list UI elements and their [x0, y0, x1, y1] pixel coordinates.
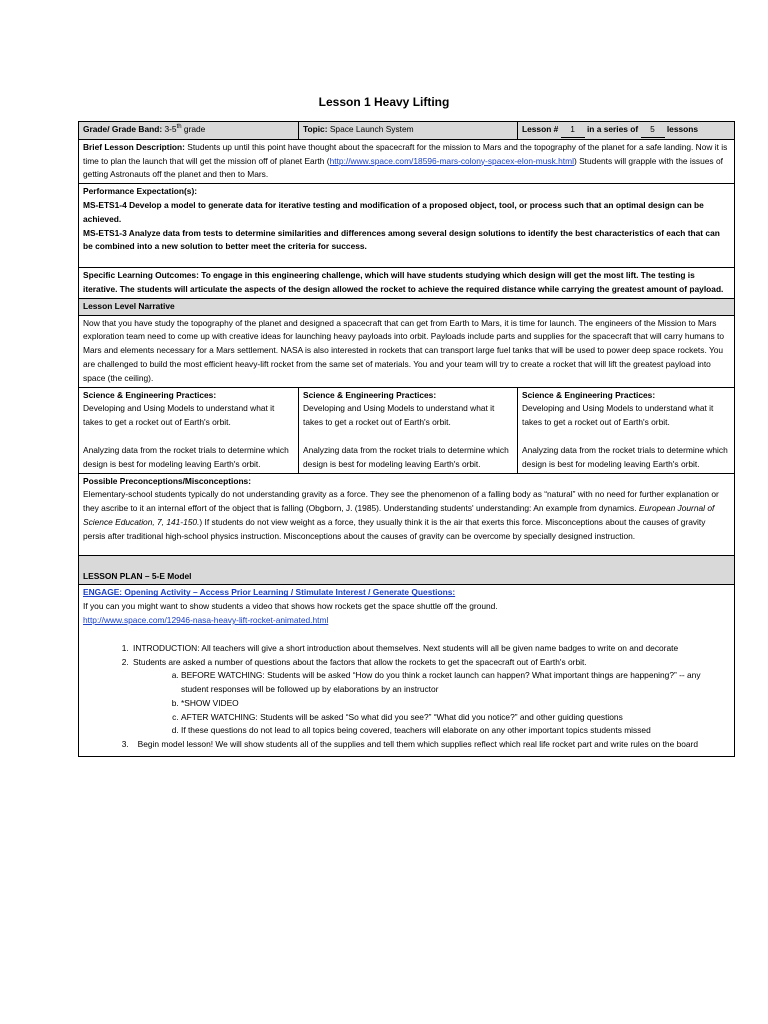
lesson-number-cell: Lesson # 1 in a series of 5 lessons [518, 122, 735, 140]
practices-cell-2: Science & Engineering Practices: Developing and Using Models to understand what it takes to get a rocket out of Earth's orbit. Analyzing data from the rocket trials to determine which design is best for modeling leaving Earth's orbit. [299, 387, 518, 473]
citation: European Journal of Science Education, 7, 141-150. [83, 503, 715, 527]
performance-expectations-row [79, 184, 735, 268]
narrative-row: Now that you have study the topography of the planet and designed a spacecraft that can get from Earth to Mars, it is time for launch. The engineers of the Mission to Mars exploration team need to come up with creative ideas for launching heavy payloads into orbit. Payloads include parts and supplies for the spacecraft that will carry humans to Mars and elements necessary for a Mars settlement. NASA is also interested in rockets that can transport large fuel tanks that will be used to power deep space rockets. You are challenged to build the most efficient heavy-lift rocket from the same set of materials. You and your team will try to create a rocket that will lift the greatest payload into space (the ceiling). [79, 315, 735, 387]
header-row [79, 122, 735, 140]
lesson-plan-row [79, 585, 735, 757]
performance-label: Performance Expectation(s): [83, 186, 198, 197]
practices-cell-3: Science & Engineering Practices: Developing and Using Models to understand what it takes to get a rocket out of Earth's orbit. Analyzing data from the rocket trials to determine which design is best for modeling leaving Earth's orbit. [518, 387, 735, 473]
list-item: 3. Begin model lesson! We will show students all of the supplies and tell them which supplies reflect which real life rocket part and write rules on the board [131, 738, 730, 752]
list-item: d. If these questions do not lead to all topics being covered, teachers will elaborate on any other important topics students missed [181, 724, 730, 738]
engage-steps [83, 642, 730, 752]
question-substeps [133, 669, 730, 738]
preconceptions-row: Possible Preconceptions/Misconceptions: Elementary-school students typically do not understanding gravity as a force. They see the phenomenon of a falling body as “natural” with no need for further explanation or they ascribe to it an internal effort of the object that is falling (Obgborn, J. (1985). Understanding students' understanding: An example from dynamics. European Journal of Science Education, 7, 141-150.) If students do not view weight as a force, they usually think it is the air that exerts this force. Misconceptions about the causes of gravity persis after traditional high-school physics instruction. Misconceptions about the causes of gravity can be overcome by specially designed instruction. [79, 473, 735, 555]
narrative-heading-row: Lesson Level Narrative [79, 298, 735, 315]
pe-ets1-3: MS-ETS1-3 Analyze data from tests to determine similarities and differences among several design solutions to identify the best characteristics of each that can be combined into a new solution to better meet the criteria for success. [83, 227, 720, 252]
mars-colony-link[interactable]: http://www.space.com/18596-mars-colony-spacex-elon-musk.html [329, 155, 574, 166]
learning-outcomes-row: Specific Learning Outcomes: To engage in this engineering challenge, which will have students studying which design will get the most lift. The testing is iterative. The students will articulate the aspects of the design allowed the rocket to achieve the required distance while carrying the greatest amount of payload. [79, 268, 735, 299]
engage-heading: ENGAGE: Opening Activity – Access Prior Learning / Stimulate Interest / Generate Questions: [83, 587, 456, 598]
practices-cell-1: Science & Engineering Practices: Developing and Using Models to understand what it takes to get a rocket out of Earth's orbit. Analyzing data from the rocket trials to determine which design is best for modeling leaving Earth's orbit. [79, 387, 299, 473]
list-item: b. *SHOW VIDEO [181, 697, 730, 711]
document-title: Lesson 1 Heavy Lifting [318, 95, 450, 109]
lesson-table [78, 121, 735, 757]
series-number: 5 [641, 123, 665, 138]
grade-cell: Grade/ Grade Band: 3-5th grade [79, 122, 299, 140]
list-item: 2. Students are asked a number of questions about the factors that allow the rockets to get the spacecraft out of Earth's orbit. a. BEFORE WATCHING: Students will be asked “How do you think a rocket launch can happen? What important things are happening?” -- any student responses will be followed up by elaborations by an instructor b. *SHOW VIDEO c. AFTER WATCHING: Students will be asked “So what did you see?” “What did you notice?” and other guiding questions d. If these questions do not lead to all topics being covered, teachers will elaborate on any other important topics students missed [131, 656, 730, 739]
lesson-plan-heading-row: LESSON PLAN – 5-E Model [79, 555, 735, 585]
lesson-number: 1 [561, 123, 585, 138]
list-item: c. AFTER WATCHING: Students will be asked “So what did you see?” “What did you notice?” and other guiding questions [181, 711, 730, 725]
video-link[interactable]: http://www.space.com/12946-nasa-heavy-lift-rocket-animated.html [83, 614, 329, 625]
engage-intro: If you can you might want to show students a video that shows how rockets get the space shuttle off the ground. [83, 601, 498, 612]
list-item: 1. INTRODUCTION: All teachers will give a short introduction about themselves. Next students will all be given name badges to write on and decorate [131, 642, 730, 656]
practices-row [79, 387, 735, 473]
brief-description-row: Brief Lesson Description: Students up until this point have thought about the spacecraft for the mission to Mars and the topography of the planet for a safe landing. Now it is time to plan the launch that will get the mission off of planet Earth (http://www.space.com/18596-mars-colony-spacex-elon-musk.html) Students will grapple with the issues of getting Astronauts off the planet and then to Mars. [79, 139, 735, 183]
topic-cell: Topic: Space Launch System [299, 122, 518, 140]
pe-ets1-4: MS-ETS1-4 Develop a model to generate data for iterative testing and modification of a proposed object, tool, or process such that an optimal design can be achieved. [83, 199, 704, 224]
list-item: a. BEFORE WATCHING: Students will be asked “How do you think a rocket launch can happen? What important things are happening?” -- any student responses will be followed up by elaborations by an instructor [181, 669, 730, 697]
